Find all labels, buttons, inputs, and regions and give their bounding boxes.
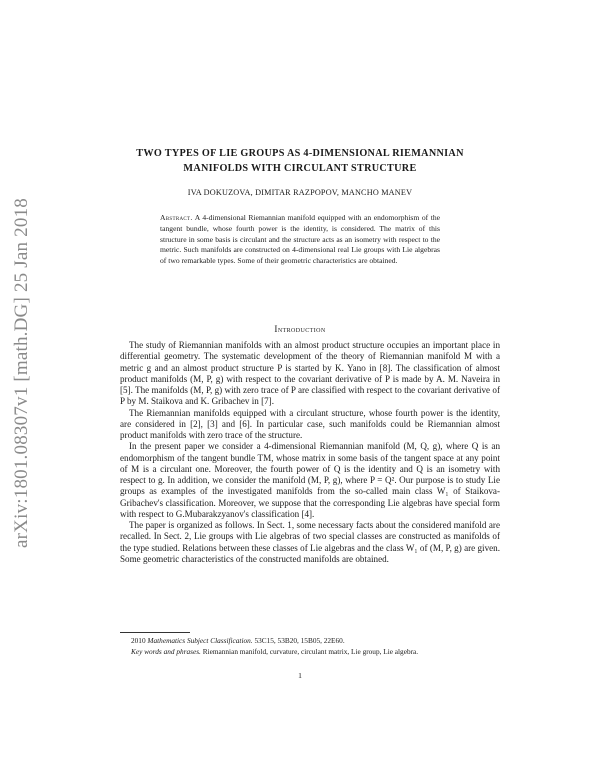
footnote-divider bbox=[120, 632, 190, 633]
msc-label: Mathematics Subject Classification. bbox=[147, 636, 253, 645]
arxiv-identifier-stamp: arXiv:1801.08307v1 [math.DG] 25 Jan 2018 bbox=[11, 198, 32, 548]
footnote-msc bbox=[120, 636, 500, 647]
msc-codes: 53C15, 53B20, 15B05, 22E60. bbox=[254, 636, 345, 645]
page-number: 1 bbox=[298, 671, 302, 680]
msc-year: 2010 bbox=[131, 636, 146, 645]
section-heading-introduction: Introduction bbox=[274, 324, 326, 334]
footnote-keywords bbox=[120, 647, 500, 658]
paragraph-4: The paper is organized as follows. In Sect. 1, some necessary facts about the considered manifold are recalled. In Sect. 2, Lie groups with Lie algebras of two special classes are constructed as manifolds of the type studied. Relations between these classes of Lie algebras and the class W₁ of (M, P, g) are given. Some geometric characteristics of the constructed manifolds are obtained. bbox=[120, 520, 500, 564]
paragraph-3: In the present paper we consider a 4-dimensional Riemannian manifold (M, Q, g), where Q is an endomorphism of the tangent bundle TM, whose matrix in some basis of the tangent space at any point of M is a circulant one. Moreover, the fourth power of Q is the identity and Q is an isometry with respect to g. In addition, we consider the manifold (M, P, g), where P = Q². Our purpose is to study Lie groups as examples of the investigated manifolds from the so-called main class W₁ of Staikova-Gribachev's classification. Moreover, we suppose that the corresponding Lie algebras have special form with respect to G.Mubarakzyanov's classification [4]. bbox=[120, 441, 500, 519]
paragraph-2: The Riemannian manifolds equipped with a circulant structure, whose fourth power is the identity, are considered in [2], [3] and [6]. In particular case, such manifolds could be Riemannian almost product manifolds with zero trace of the structure. bbox=[120, 407, 500, 440]
footnotes bbox=[120, 636, 500, 657]
paragraph-1: The study of Riemannian manifolds with an almost product structure occupies an important place in differential geometry. The systematic development of the theory of Riemannian manifold M with a metric g and an almost product structure P is started by K. Yano in [8]. The classification of almost product manifolds (M, P, g) with respect to the covariant derivative of P is made by A. M. Naveira in [5]. The manifolds (M, P, g) with zero trace of P are classified with respect to the covariant derivative of P by M. Staikova and K. Gribachev in [7]. bbox=[120, 340, 500, 407]
paper-title bbox=[100, 146, 500, 176]
abstract-text: A 4-dimensional Riemannian manifold equipped with an endomorphism of the tangent bundle, whose fourth power is the identity, is considered. The matrix of this structure in some basis is circulant and the structure acts as an isometry with respect to the metric. Such manifolds are constructed on 4-dimensional real Lie groups with Lie algebras of two remarkable types. Some of their geometric characteristics are obtained. bbox=[160, 213, 440, 266]
abstract-label: Abstract. bbox=[160, 213, 193, 222]
abstract bbox=[160, 213, 440, 267]
author-list: IVA DOKUZOVA, DIMITAR RAZPOPOV, MANCHO MANEV bbox=[187, 188, 413, 197]
introduction-body bbox=[120, 340, 500, 565]
keywords-label: Key words and phrases. bbox=[131, 646, 201, 656]
title-line-2: MANIFOLDS WITH CIRCULANT STRUCTURE bbox=[183, 163, 417, 174]
keywords-list: Riemannian manifold, curvature, circulant matrix, Lie group, Lie algebra. bbox=[202, 646, 419, 656]
title-line-1: TWO TYPES OF LIE GROUPS AS 4-DIMENSIONAL RIEMANNIAN bbox=[136, 148, 464, 159]
